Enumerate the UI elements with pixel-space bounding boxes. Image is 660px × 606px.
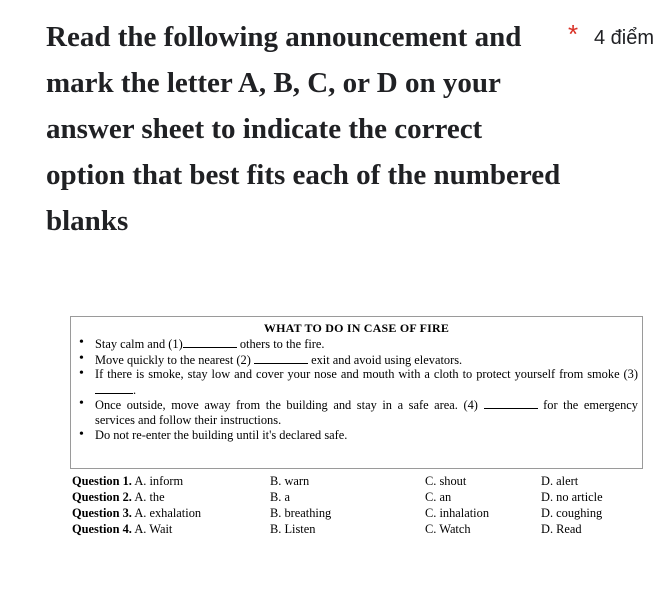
list-item [71,397,642,427]
item-text: Once outside, move away from the building and stay in a safe area. (4) [95,398,484,413]
option-b: B. warn [270,474,310,488]
item-text: others to the fire. [236,337,325,351]
announcement-list [71,336,642,442]
item-text: . [133,382,137,397]
option-c: C. shout [425,474,467,488]
option-a: A. the [134,490,165,504]
option-c: C. Watch [425,522,471,536]
item-text: Do not re-enter the building until it's declared safe. [95,427,348,442]
option-c: C. inhalation [425,506,490,520]
options-row-4 [72,521,582,537]
option-c: C. an [425,490,452,504]
option-b: B. a [270,490,290,504]
option-a: A. inform [134,474,184,488]
blank-4 [484,397,538,409]
option-d: D. alert [541,474,579,488]
list-item [71,367,642,397]
list-item [71,352,642,368]
question-label: Question 1. [72,474,132,488]
item-text: If there is smoke, stay low and cover your nose and mouth with a cloth to protect yourself from smoke (3) [95,367,638,382]
option-d: D. no article [541,490,603,504]
list-item [71,336,642,352]
option-d: D. coughing [541,506,603,520]
options-row-1 [72,473,579,489]
question-label: Question 2. [72,490,132,504]
question-label: Question 4. [72,522,132,536]
option-a: A. exhalation [134,506,202,520]
option-b: B. Listen [270,522,316,536]
option-b: B. breathing [270,506,332,520]
blank-1 [183,336,237,348]
item-text: for the emergency services and follow their instructions. [95,398,638,427]
item-text: Stay calm and (1) [95,337,183,351]
question-title: Read the following announcement and mark the letter A, B, C, or D on your answer sheet to indicate the correct option that best fits each of the numbered blanks [46,21,561,237]
announcement-image [70,316,643,469]
option-a: A. Wait [134,522,173,536]
blank-2 [254,352,308,364]
options-row-2 [72,489,603,505]
question-label: Question 3. [72,506,132,520]
announcement-heading: WHAT TO DO IN CASE OF FIRE [263,321,450,335]
blank-3 [95,382,133,394]
list-item [71,428,642,443]
points-label: 4 điểm [594,27,655,49]
required-asterisk: * [568,19,579,49]
option-d: D. Read [541,522,582,536]
item-text: exit and avoid using elevators. [307,352,463,367]
options-row-3 [72,505,603,521]
item-text: Move quickly to the nearest (2) [95,352,254,367]
